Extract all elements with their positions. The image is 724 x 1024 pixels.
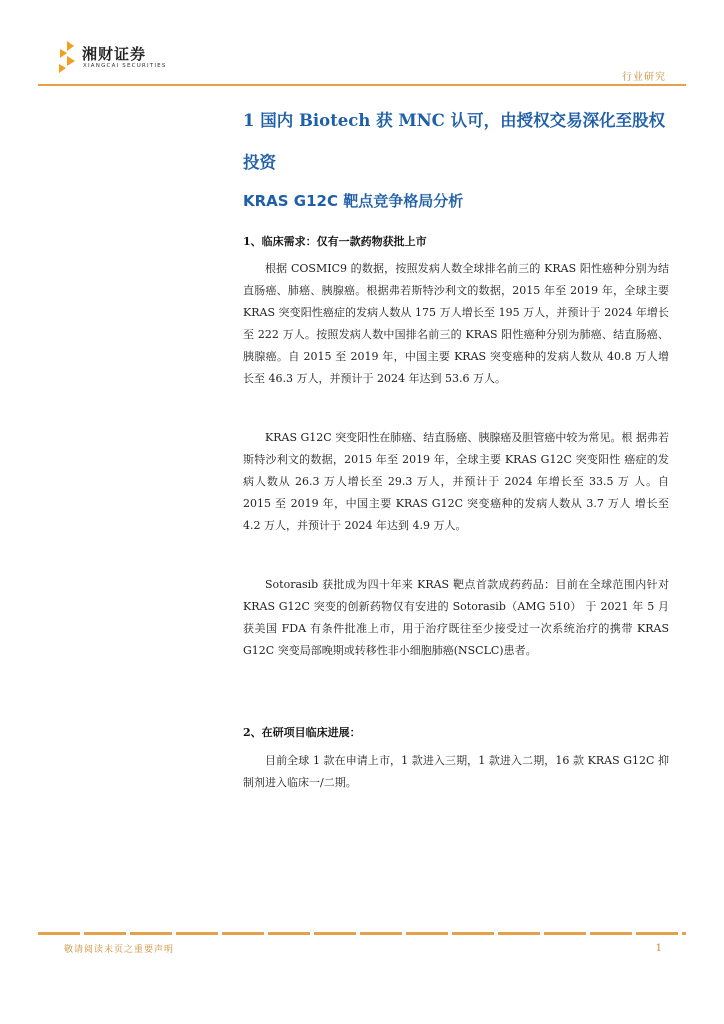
paragraph: Sotorasib 获批成为四十年来 KRAS 靶点首款成药药品：目前在全球范围内针对 KRAS G12C 突变的创新药物仅有安进的 Sotorasib（AMG 510） 于 2021 年 5 月获美国 FDA 有条件批准上市，用于治疗既往至少接受过一次系统治疗的携带 KRAS G12C 突变局部晚期或转移性非小细胞肺癌(NSCLC)患者。 <box>243 578 669 657</box>
logo-mark-icon <box>56 40 78 74</box>
sub-heading-pipeline-progress: 2、在研项目临床进展： <box>243 726 361 739</box>
header-divider <box>38 84 686 86</box>
footer-disclaimer: 敬请阅读末页之重要声明 <box>64 945 175 955</box>
paragraph: 根据 COSMIC9 的数据，按照发病人数全球排名前三的 KRAS 阳性癌种分别为结直肠癌、肺癌、胰腺癌。根据弗若斯特沙利文的数据，2015 年至 2019 年，全球主要 KRAS 突变阳性癌症的发病人数从 175 万人增长至 195 万人，并预计于 2024 年增长至 222 万人。按照发病人数中国排名前三的 KRAS 阳性癌种分别为肺癌、结直肠癌、胰腺癌。自 2015 至 2019 年，中国主要 KRAS 突变癌种的发病人数从 40.8 万人增长至 46.3 万人，并预计于 2024 年达到 53.6 万人。 <box>243 262 669 385</box>
paragraph: KRAS G12C 突变阳性在肺癌、结直肠癌、胰腺癌及胆管癌中较为常见。根 据弗若斯特沙利文的数据，2015 年至 2019 年，全球主要 KRAS G12C 突变阳性 癌症的发病人数从 26.3 万人增长至 29.3 万人，并预计于 2024 年增长至 33.5 万 人。自 2015 至 2019 年，中国主要 KRAS G12C 突变癌种的发病人数从 3.7 万人 增长至 4.2 万人，并预计于 2024 年达到 4.9 万人。 <box>243 431 669 532</box>
subsection-title: KRAS G12C 靶点竞争格局分析 <box>243 192 464 210</box>
paragraph: 目前全球 1 款在申请上市，1 款进入三期，1 款进入二期，16 款 KRAS G12C 抑制剂进入临床一/二期。 <box>243 754 669 789</box>
section-title: 1 国内 Biotech 获 MNC 认可，由授权交易深化至股权投资 <box>243 111 666 172</box>
logo-chinese-name: 湘财证券 <box>82 45 147 63</box>
logo-english-name: XIANGCAI SECURITIES <box>83 63 167 69</box>
sub-heading-clinical-demand: 1、临床需求：仅有一款药物获批上市 <box>243 235 427 248</box>
page-header <box>0 0 724 90</box>
footer-divider <box>38 932 686 935</box>
report-type-tag: 行业研究 <box>622 72 666 83</box>
page-number: 1 <box>655 943 662 954</box>
company-logo <box>56 40 167 76</box>
